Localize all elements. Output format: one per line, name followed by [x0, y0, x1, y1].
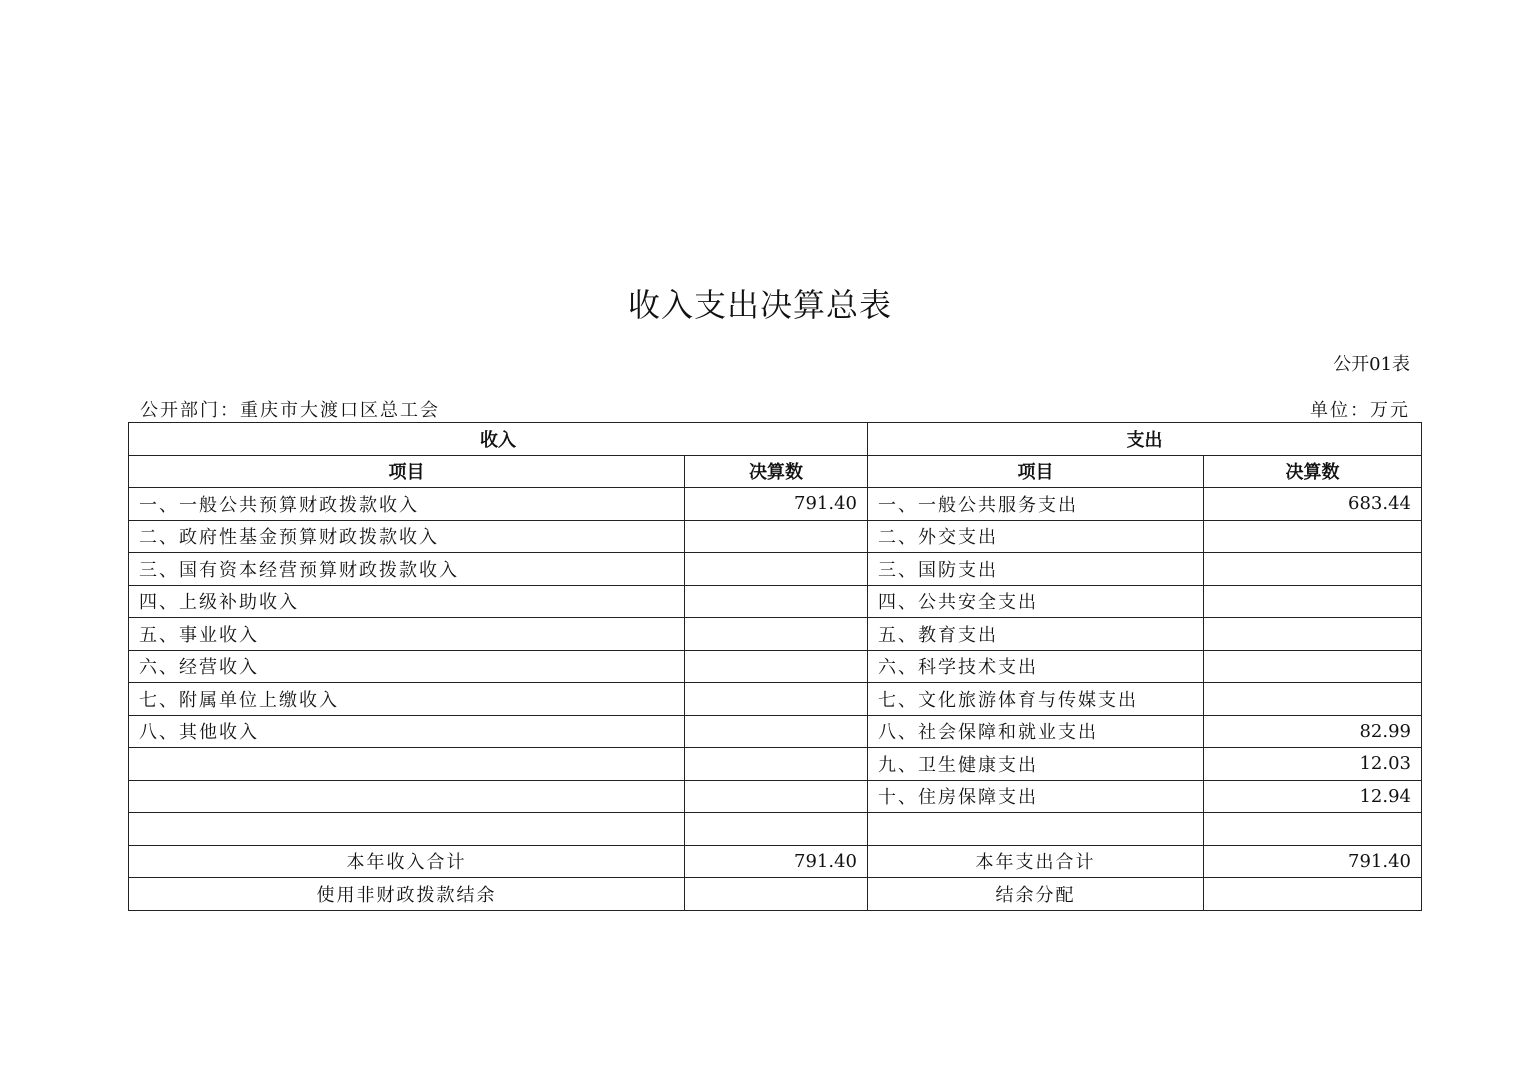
income-item-cell: 使用非财政拨款结余	[129, 878, 685, 911]
income-item-cell	[129, 813, 685, 846]
income-item-cell: 七、附属单位上缴收入	[129, 683, 685, 716]
expense-item-cell: 四、公共安全支出	[868, 585, 1204, 618]
table-row	[129, 650, 1422, 683]
income-item-cell: 二、政府性基金预算财政拨款收入	[129, 520, 685, 553]
expense-item-cell: 六、科学技术支出	[868, 650, 1204, 683]
income-item-cell: 一、一般公共预算财政拨款收入	[129, 488, 685, 521]
expense-amount-cell	[1204, 520, 1422, 553]
budget-table	[128, 422, 1422, 911]
expense-item-column-header: 项目	[868, 455, 1204, 488]
page-title: 收入支出决算总表	[627, 286, 892, 324]
expense-amount-cell	[1204, 650, 1422, 683]
table-row	[129, 553, 1422, 586]
income-amount-cell	[685, 585, 868, 618]
income-amount-cell: 791.40	[685, 488, 868, 521]
income-amount-cell	[685, 715, 868, 748]
table-row	[129, 618, 1422, 651]
expense-item-cell: 十、住房保障支出	[868, 780, 1204, 813]
expense-item-cell: 三、国防支出	[868, 553, 1204, 586]
expense-amount-cell: 12.94	[1204, 780, 1422, 813]
table-row	[129, 780, 1422, 813]
income-item-cell: 五、事业收入	[129, 618, 685, 651]
income-amount-cell: 791.40	[685, 845, 868, 878]
expense-amount-cell	[1204, 813, 1422, 846]
table-row	[129, 748, 1422, 781]
table-row	[129, 715, 1422, 748]
expense-section-header: 支出	[868, 423, 1422, 456]
expense-item-cell: 七、文化旅游体育与传媒支出	[868, 683, 1204, 716]
income-amount-cell	[685, 813, 868, 846]
total-row	[129, 878, 1422, 911]
table-row	[129, 683, 1422, 716]
income-item-cell	[129, 748, 685, 781]
expense-amount-cell: 82.99	[1204, 715, 1422, 748]
expense-item-cell: 八、社会保障和就业支出	[868, 715, 1204, 748]
table-row	[129, 520, 1422, 553]
table-row	[129, 488, 1422, 521]
income-section-header: 收入	[129, 423, 868, 456]
income-amount-cell	[685, 878, 868, 911]
income-amount-cell	[685, 553, 868, 586]
income-item-column-header: 项目	[129, 455, 685, 488]
income-item-cell	[129, 780, 685, 813]
expense-amount-cell: 683.44	[1204, 488, 1422, 521]
expense-item-cell: 九、卫生健康支出	[868, 748, 1204, 781]
column-header-row	[129, 455, 1422, 488]
total-row	[129, 845, 1422, 878]
expense-amount-cell	[1204, 683, 1422, 716]
department-label: 公开部门：重庆市大渡口区总工会	[140, 400, 440, 421]
expense-amount-cell: 791.40	[1204, 845, 1422, 878]
income-amount-cell	[685, 618, 868, 651]
expense-amount-cell	[1204, 618, 1422, 651]
income-amount-cell	[685, 780, 868, 813]
income-amount-column-header: 决算数	[685, 455, 868, 488]
form-number: 公开01表	[1333, 354, 1410, 375]
table-row	[129, 585, 1422, 618]
income-item-cell: 六、经营收入	[129, 650, 685, 683]
expense-item-cell: 本年支出合计	[868, 845, 1204, 878]
income-item-cell: 四、上级补助收入	[129, 585, 685, 618]
expense-item-cell: 二、外交支出	[868, 520, 1204, 553]
income-amount-cell	[685, 748, 868, 781]
income-item-cell: 本年收入合计	[129, 845, 685, 878]
expense-item-cell: 五、教育支出	[868, 618, 1204, 651]
table-row	[129, 813, 1422, 846]
unit-label: 单位：万元	[1310, 400, 1410, 421]
expense-amount-cell	[1204, 585, 1422, 618]
income-item-cell: 三、国有资本经营预算财政拨款收入	[129, 553, 685, 586]
expense-item-cell	[868, 813, 1204, 846]
expense-amount-cell	[1204, 878, 1422, 911]
income-amount-cell	[685, 683, 868, 716]
income-item-cell: 八、其他收入	[129, 715, 685, 748]
expense-amount-column-header: 决算数	[1204, 455, 1422, 488]
section-header-row	[129, 423, 1422, 456]
expense-item-cell: 结余分配	[868, 878, 1204, 911]
expense-item-cell: 一、一般公共服务支出	[868, 488, 1204, 521]
income-amount-cell	[685, 520, 868, 553]
expense-amount-cell	[1204, 553, 1422, 586]
income-amount-cell	[685, 650, 868, 683]
expense-amount-cell: 12.03	[1204, 748, 1422, 781]
